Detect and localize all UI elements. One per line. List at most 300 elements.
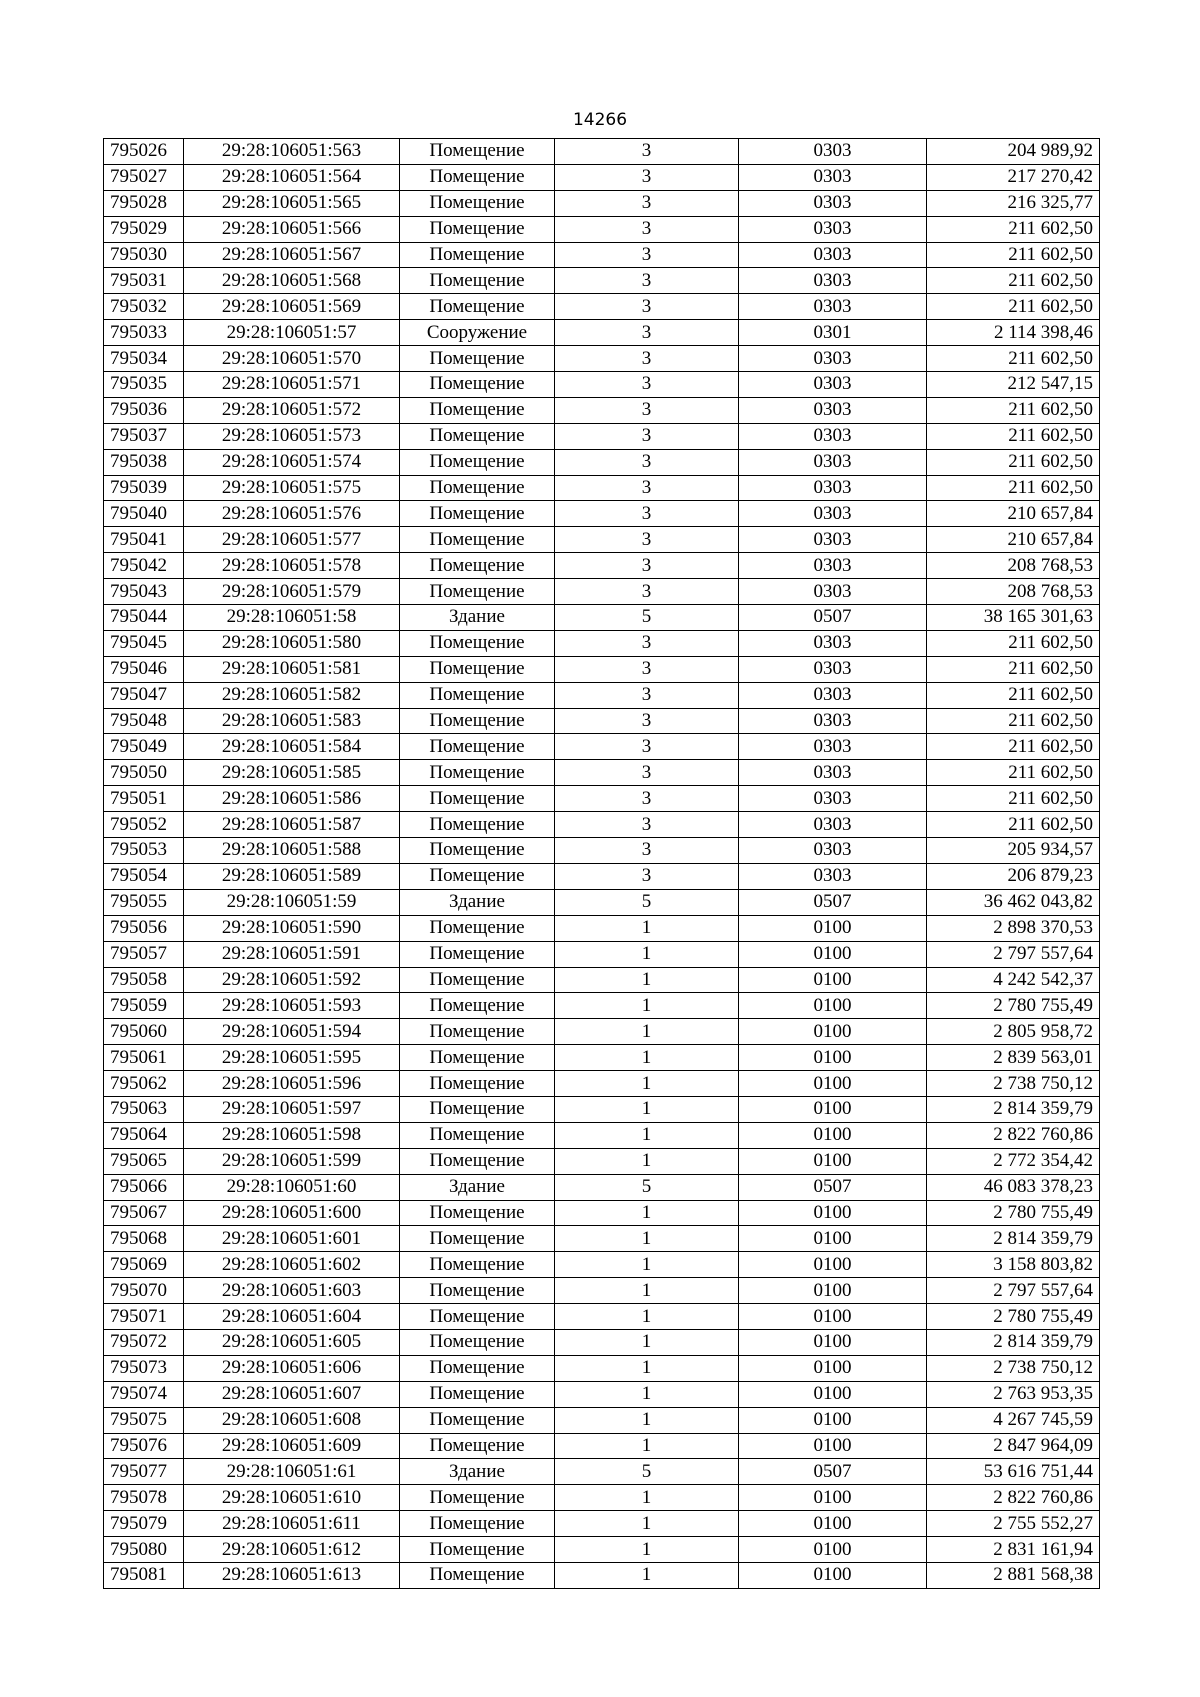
- cadastral-value: 211 602,50: [927, 449, 1100, 475]
- cadastral-value: 2 780 755,49: [927, 993, 1100, 1019]
- cadastral-number: 29:28:106051:577: [184, 527, 400, 553]
- code: 0100: [739, 1252, 927, 1278]
- table-row: [104, 1174, 1100, 1200]
- cadastral-number: 29:28:106051:589: [184, 863, 400, 889]
- cadastral-value: 212 547,15: [927, 372, 1100, 398]
- row-number: 795051: [104, 786, 184, 812]
- code: 0303: [739, 656, 927, 682]
- table-row: [104, 863, 1100, 889]
- cadastral-value: 2 839 563,01: [927, 1045, 1100, 1071]
- object-type: Помещение: [400, 268, 555, 294]
- group-number: 3: [555, 475, 739, 501]
- cadastral-value: 2 822 760,86: [927, 1122, 1100, 1148]
- cadastral-value: 211 602,50: [927, 630, 1100, 656]
- object-type: Помещение: [400, 941, 555, 967]
- code: 0100: [739, 1122, 927, 1148]
- row-number: 795063: [104, 1096, 184, 1122]
- table-row: [104, 397, 1100, 423]
- object-type: Помещение: [400, 397, 555, 423]
- group-number: 3: [555, 760, 739, 786]
- cadastral-value: 206 879,23: [927, 863, 1100, 889]
- cadastral-value: 38 165 301,63: [927, 605, 1100, 631]
- code: 0303: [739, 682, 927, 708]
- cadastral-number: 29:28:106051:583: [184, 708, 400, 734]
- cadastral-value: 211 602,50: [927, 656, 1100, 682]
- cadastral-number: 29:28:106051:563: [184, 139, 400, 165]
- cadastral-number: 29:28:106051:573: [184, 423, 400, 449]
- row-number: 795039: [104, 475, 184, 501]
- object-type: Помещение: [400, 527, 555, 553]
- cadastral-number: 29:28:106051:588: [184, 838, 400, 864]
- object-type: Помещение: [400, 449, 555, 475]
- group-number: 3: [555, 630, 739, 656]
- code: 0100: [739, 1381, 927, 1407]
- object-type: Помещение: [400, 1019, 555, 1045]
- cadastral-value: 2 814 359,79: [927, 1096, 1100, 1122]
- table-row: [104, 139, 1100, 165]
- table-row: [104, 1252, 1100, 1278]
- group-number: 3: [555, 320, 739, 346]
- object-type: Помещение: [400, 579, 555, 605]
- row-number: 795062: [104, 1071, 184, 1097]
- object-type: Помещение: [400, 1537, 555, 1563]
- table-row: [104, 216, 1100, 242]
- group-number: 3: [555, 346, 739, 372]
- table-row: [104, 242, 1100, 268]
- cadastral-value: 2 755 552,27: [927, 1511, 1100, 1537]
- cadastral-number: 29:28:106051:59: [184, 889, 400, 915]
- table-row: [104, 1045, 1100, 1071]
- cadastral-number: 29:28:106051:590: [184, 915, 400, 941]
- cadastral-number: 29:28:106051:565: [184, 190, 400, 216]
- cadastral-number: 29:28:106051:587: [184, 812, 400, 838]
- object-type: Помещение: [400, 915, 555, 941]
- object-type: Помещение: [400, 1381, 555, 1407]
- code: 0303: [739, 579, 927, 605]
- object-type: Помещение: [400, 1304, 555, 1330]
- row-number: 795036: [104, 397, 184, 423]
- cadastral-value: 205 934,57: [927, 838, 1100, 864]
- row-number: 795033: [104, 320, 184, 346]
- code: 0100: [739, 1355, 927, 1381]
- cadastral-value: 2 763 953,35: [927, 1381, 1100, 1407]
- cadastral-number: 29:28:106051:600: [184, 1200, 400, 1226]
- group-number: 1: [555, 1019, 739, 1045]
- cadastral-value: 2 822 760,86: [927, 1485, 1100, 1511]
- row-number: 795037: [104, 423, 184, 449]
- object-type: Здание: [400, 1459, 555, 1485]
- row-number: 795056: [104, 915, 184, 941]
- code: 0507: [739, 605, 927, 631]
- code: 0100: [739, 1304, 927, 1330]
- code: 0303: [739, 734, 927, 760]
- object-type: Помещение: [400, 682, 555, 708]
- code: 0303: [739, 242, 927, 268]
- cadastral-number: 29:28:106051:578: [184, 553, 400, 579]
- cadastral-number: 29:28:106051:611: [184, 1511, 400, 1537]
- object-type: Помещение: [400, 1433, 555, 1459]
- code: 0100: [739, 1407, 927, 1433]
- cadastral-number: 29:28:106051:592: [184, 967, 400, 993]
- group-number: 3: [555, 190, 739, 216]
- code: 0303: [739, 372, 927, 398]
- row-number: 795058: [104, 967, 184, 993]
- row-number: 795075: [104, 1407, 184, 1433]
- group-number: 3: [555, 682, 739, 708]
- object-type: Помещение: [400, 475, 555, 501]
- code: 0100: [739, 1045, 927, 1071]
- table-row: [104, 1071, 1100, 1097]
- cadastral-number: 29:28:106051:579: [184, 579, 400, 605]
- row-number: 795047: [104, 682, 184, 708]
- cadastral-number: 29:28:106051:575: [184, 475, 400, 501]
- object-type: Помещение: [400, 1252, 555, 1278]
- object-type: Помещение: [400, 216, 555, 242]
- group-number: 1: [555, 1096, 739, 1122]
- group-number: 3: [555, 449, 739, 475]
- cadastral-number: 29:28:106051:586: [184, 786, 400, 812]
- cadastral-number: 29:28:106051:598: [184, 1122, 400, 1148]
- group-number: 1: [555, 1562, 739, 1588]
- row-number: 795038: [104, 449, 184, 475]
- table-row: [104, 501, 1100, 527]
- group-number: 1: [555, 1200, 739, 1226]
- object-type: Помещение: [400, 1355, 555, 1381]
- cadastral-number: 29:28:106051:569: [184, 294, 400, 320]
- group-number: 5: [555, 1174, 739, 1200]
- row-number: 795067: [104, 1200, 184, 1226]
- row-number: 795061: [104, 1045, 184, 1071]
- object-type: Помещение: [400, 553, 555, 579]
- cadastral-value: 2 114 398,46: [927, 320, 1100, 346]
- row-number: 795048: [104, 708, 184, 734]
- row-number: 795069: [104, 1252, 184, 1278]
- code: 0100: [739, 1329, 927, 1355]
- cadastral-value: 211 602,50: [927, 346, 1100, 372]
- code: 0303: [739, 139, 927, 165]
- group-number: 3: [555, 164, 739, 190]
- code: 0303: [739, 216, 927, 242]
- group-number: 5: [555, 889, 739, 915]
- object-type: Помещение: [400, 1562, 555, 1588]
- row-number: 795073: [104, 1355, 184, 1381]
- group-number: 1: [555, 1148, 739, 1174]
- page-number: 14266: [572, 110, 628, 130]
- cadastral-number: 29:28:106051:608: [184, 1407, 400, 1433]
- row-number: 795032: [104, 294, 184, 320]
- object-type: Помещение: [400, 1045, 555, 1071]
- table-row: [104, 164, 1100, 190]
- cadastral-value: 211 602,50: [927, 760, 1100, 786]
- cadastral-value: 211 602,50: [927, 216, 1100, 242]
- object-type: Помещение: [400, 630, 555, 656]
- group-number: 3: [555, 553, 739, 579]
- object-type: Помещение: [400, 1122, 555, 1148]
- object-type: Помещение: [400, 863, 555, 889]
- code: 0100: [739, 1019, 927, 1045]
- object-type: Помещение: [400, 967, 555, 993]
- table-row: [104, 423, 1100, 449]
- cadastral-number: 29:28:106051:602: [184, 1252, 400, 1278]
- group-number: 1: [555, 1381, 739, 1407]
- group-number: 3: [555, 527, 739, 553]
- table-row: [104, 294, 1100, 320]
- row-number: 795078: [104, 1485, 184, 1511]
- cadastral-number: 29:28:106051:57: [184, 320, 400, 346]
- table-row: [104, 553, 1100, 579]
- cadastral-value: 211 602,50: [927, 708, 1100, 734]
- cadastral-value: 211 602,50: [927, 786, 1100, 812]
- cadastral-value: 210 657,84: [927, 501, 1100, 527]
- table-row: [104, 449, 1100, 475]
- row-number: 795065: [104, 1148, 184, 1174]
- object-type: Помещение: [400, 786, 555, 812]
- code: 0303: [739, 164, 927, 190]
- row-number: 795044: [104, 605, 184, 631]
- table-row: [104, 682, 1100, 708]
- code: 0100: [739, 1278, 927, 1304]
- row-number: 795066: [104, 1174, 184, 1200]
- group-number: 3: [555, 397, 739, 423]
- cadastral-value: 2 847 964,09: [927, 1433, 1100, 1459]
- group-number: 1: [555, 967, 739, 993]
- object-type: Помещение: [400, 164, 555, 190]
- cadastral-value: 210 657,84: [927, 527, 1100, 553]
- object-type: Помещение: [400, 708, 555, 734]
- code: 0303: [739, 553, 927, 579]
- table-row: [104, 1278, 1100, 1304]
- cadastral-number: 29:28:106051:581: [184, 656, 400, 682]
- group-number: 1: [555, 1304, 739, 1330]
- group-number: 1: [555, 915, 739, 941]
- table-row: [104, 1200, 1100, 1226]
- cadastral-number: 29:28:106051:566: [184, 216, 400, 242]
- cadastral-number: 29:28:106051:576: [184, 501, 400, 527]
- cadastral-value: 211 602,50: [927, 734, 1100, 760]
- object-type: Помещение: [400, 190, 555, 216]
- code: 0100: [739, 941, 927, 967]
- row-number: 795052: [104, 812, 184, 838]
- object-type: Помещение: [400, 346, 555, 372]
- cadastral-value: 2 780 755,49: [927, 1200, 1100, 1226]
- row-number: 795059: [104, 993, 184, 1019]
- object-type: Помещение: [400, 838, 555, 864]
- cadastral-value: 2 814 359,79: [927, 1226, 1100, 1252]
- cadastral-value: 211 602,50: [927, 812, 1100, 838]
- cadastral-number: 29:28:106051:599: [184, 1148, 400, 1174]
- cadastral-value: 2 797 557,64: [927, 941, 1100, 967]
- group-number: 5: [555, 605, 739, 631]
- table-row: [104, 527, 1100, 553]
- table-row: [104, 734, 1100, 760]
- cadastral-number: 29:28:106051:567: [184, 242, 400, 268]
- table-row: [104, 812, 1100, 838]
- code: 0303: [739, 501, 927, 527]
- table-row: [104, 786, 1100, 812]
- cadastral-value: 4 267 745,59: [927, 1407, 1100, 1433]
- row-number: 795050: [104, 760, 184, 786]
- table-row: [104, 630, 1100, 656]
- object-type: Помещение: [400, 1278, 555, 1304]
- cadastral-value: 3 158 803,82: [927, 1252, 1100, 1278]
- group-number: 3: [555, 139, 739, 165]
- cadastral-number: 29:28:106051:571: [184, 372, 400, 398]
- code: 0100: [739, 1148, 927, 1174]
- group-number: 3: [555, 734, 739, 760]
- row-number: 795071: [104, 1304, 184, 1330]
- cadastral-value: 217 270,42: [927, 164, 1100, 190]
- table-row: [104, 1355, 1100, 1381]
- cadastral-number: 29:28:106051:597: [184, 1096, 400, 1122]
- table-row: [104, 1407, 1100, 1433]
- table-row: [104, 190, 1100, 216]
- cadastral-number: 29:28:106051:58: [184, 605, 400, 631]
- table-row: [104, 967, 1100, 993]
- cadastral-number: 29:28:106051:607: [184, 1381, 400, 1407]
- table-row: [104, 889, 1100, 915]
- row-number: 795076: [104, 1433, 184, 1459]
- row-number: 795027: [104, 164, 184, 190]
- group-number: 1: [555, 1045, 739, 1071]
- code: 0303: [739, 423, 927, 449]
- group-number: 1: [555, 1329, 739, 1355]
- cadastral-value-table: [103, 138, 1100, 1589]
- object-type: Помещение: [400, 1485, 555, 1511]
- cadastral-number: 29:28:106051:591: [184, 941, 400, 967]
- code: 0507: [739, 1459, 927, 1485]
- cadastral-value: 2 797 557,64: [927, 1278, 1100, 1304]
- cadastral-value: 2 738 750,12: [927, 1355, 1100, 1381]
- group-number: 3: [555, 501, 739, 527]
- cadastral-value: 2 738 750,12: [927, 1071, 1100, 1097]
- cadastral-number: 29:28:106051:612: [184, 1537, 400, 1563]
- row-number: 795055: [104, 889, 184, 915]
- code: 0303: [739, 475, 927, 501]
- cadastral-value: 2 831 161,94: [927, 1537, 1100, 1563]
- table-row: [104, 1511, 1100, 1537]
- row-number: 795060: [104, 1019, 184, 1045]
- row-number: 795080: [104, 1537, 184, 1563]
- group-number: 1: [555, 1537, 739, 1563]
- object-type: Помещение: [400, 242, 555, 268]
- row-number: 795070: [104, 1278, 184, 1304]
- cadastral-number: 29:28:106051:60: [184, 1174, 400, 1200]
- object-type: Сооружение: [400, 320, 555, 346]
- row-number: 795074: [104, 1381, 184, 1407]
- group-number: 3: [555, 863, 739, 889]
- row-number: 795041: [104, 527, 184, 553]
- group-number: 3: [555, 812, 739, 838]
- group-number: 3: [555, 838, 739, 864]
- cadastral-value: 208 768,53: [927, 579, 1100, 605]
- object-type: Здание: [400, 1174, 555, 1200]
- cadastral-value: 211 602,50: [927, 423, 1100, 449]
- cadastral-number: 29:28:106051:580: [184, 630, 400, 656]
- table-row: [104, 320, 1100, 346]
- group-number: 1: [555, 1071, 739, 1097]
- row-number: 795045: [104, 630, 184, 656]
- cadastral-value: 4 242 542,37: [927, 967, 1100, 993]
- object-type: Помещение: [400, 423, 555, 449]
- group-number: 3: [555, 708, 739, 734]
- object-type: Здание: [400, 889, 555, 915]
- group-number: 3: [555, 786, 739, 812]
- table-row: [104, 993, 1100, 1019]
- object-type: Помещение: [400, 1329, 555, 1355]
- cadastral-number: 29:28:106051:606: [184, 1355, 400, 1381]
- code: 0100: [739, 1226, 927, 1252]
- cadastral-number: 29:28:106051:603: [184, 1278, 400, 1304]
- table-row: [104, 656, 1100, 682]
- code: 0100: [739, 1562, 927, 1588]
- cadastral-number: 29:28:106051:574: [184, 449, 400, 475]
- table-row: [104, 605, 1100, 631]
- cadastral-value: 46 083 378,23: [927, 1174, 1100, 1200]
- cadastral-number: 29:28:106051:61: [184, 1459, 400, 1485]
- group-number: 1: [555, 1407, 739, 1433]
- group-number: 1: [555, 941, 739, 967]
- object-type: Помещение: [400, 1096, 555, 1122]
- cadastral-value: 204 989,92: [927, 139, 1100, 165]
- object-type: Помещение: [400, 1071, 555, 1097]
- table-row: [104, 1019, 1100, 1045]
- cadastral-number: 29:28:106051:610: [184, 1485, 400, 1511]
- code: 0303: [739, 786, 927, 812]
- cadastral-value: 216 325,77: [927, 190, 1100, 216]
- group-number: 3: [555, 216, 739, 242]
- code: 0100: [739, 1096, 927, 1122]
- group-number: 1: [555, 1511, 739, 1537]
- object-type: Помещение: [400, 1226, 555, 1252]
- row-number: 795043: [104, 579, 184, 605]
- table-row: [104, 1122, 1100, 1148]
- code: 0303: [739, 397, 927, 423]
- cadastral-number: 29:28:106051:613: [184, 1562, 400, 1588]
- row-number: 795053: [104, 838, 184, 864]
- code: 0303: [739, 838, 927, 864]
- table-row: [104, 1537, 1100, 1563]
- row-number: 795040: [104, 501, 184, 527]
- code: 0100: [739, 967, 927, 993]
- cadastral-number: 29:28:106051:595: [184, 1045, 400, 1071]
- code: 0303: [739, 449, 927, 475]
- cadastral-value: 211 602,50: [927, 294, 1100, 320]
- cadastral-value: 2 805 958,72: [927, 1019, 1100, 1045]
- row-number: 795081: [104, 1562, 184, 1588]
- table-row: [104, 1485, 1100, 1511]
- object-type: Помещение: [400, 993, 555, 1019]
- code: 0303: [739, 190, 927, 216]
- object-type: Помещение: [400, 1407, 555, 1433]
- cadastral-value: 36 462 043,82: [927, 889, 1100, 915]
- group-number: 1: [555, 1278, 739, 1304]
- cadastral-value: 2 814 359,79: [927, 1329, 1100, 1355]
- row-number: 795079: [104, 1511, 184, 1537]
- row-number: 795057: [104, 941, 184, 967]
- cadastral-number: 29:28:106051:605: [184, 1329, 400, 1355]
- cadastral-value: 211 602,50: [927, 397, 1100, 423]
- group-number: 3: [555, 372, 739, 398]
- cadastral-number: 29:28:106051:601: [184, 1226, 400, 1252]
- row-number: 795031: [104, 268, 184, 294]
- cadastral-value: 2 898 370,53: [927, 915, 1100, 941]
- cadastral-value: 2 881 568,38: [927, 1562, 1100, 1588]
- code: 0303: [739, 863, 927, 889]
- table-row: [104, 372, 1100, 398]
- table-row: [104, 1381, 1100, 1407]
- code: 0100: [739, 1433, 927, 1459]
- table-row: [104, 915, 1100, 941]
